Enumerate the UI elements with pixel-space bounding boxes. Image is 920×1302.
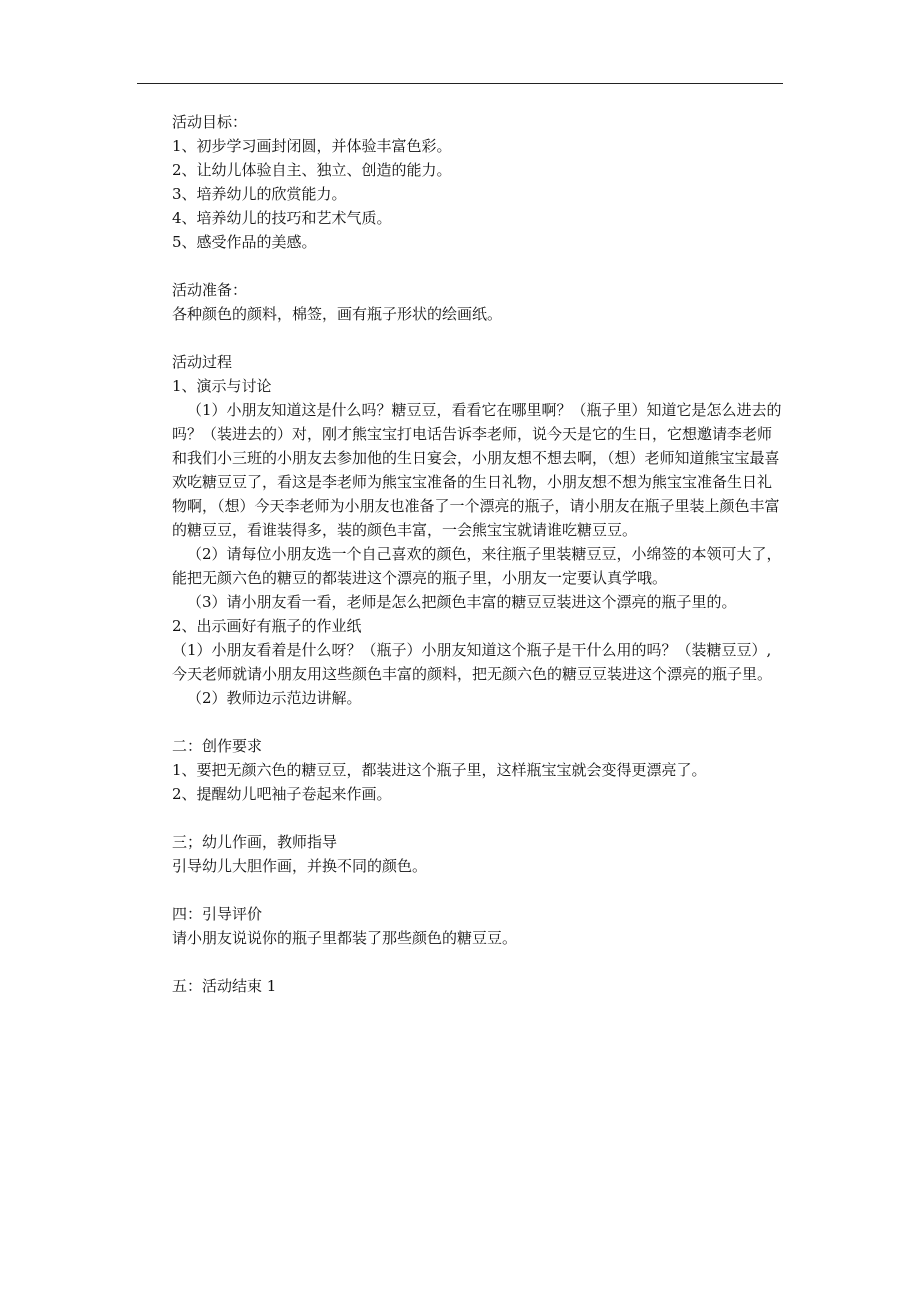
spacer	[172, 878, 784, 902]
spacer	[172, 254, 784, 278]
process-step1-title: 1、演示与讨论	[172, 377, 272, 395]
spacer	[172, 950, 784, 974]
process-step1-paragraph: （1）小朋友知道这是什么吗？糖豆豆，看看它在哪里啊？（瓶子里）知道它是怎么进去的吗？（装进去的）对，刚才熊宝宝打电话告诉李老师，说今天是它的生日，它想邀请李老师和我们小三班的小朋友去参加他的生日宴会，小朋友想不想去啊，（想）老师知道熊宝宝最喜欢吃糖豆豆了，看这是李老师为熊宝宝准备的生日礼物，小朋友想不想为熊宝宝准备生日礼物啊，（想）今天李老师为小朋友也准备了一个漂亮的瓶子，请小朋友在瓶子里装上颜色丰富的糖豆豆，看谁装得多，装的颜色丰富，一会熊宝宝就请谁吃糖豆豆。	[172, 401, 782, 539]
header-rule	[137, 83, 783, 84]
process-heading: 活动过程	[172, 353, 233, 371]
goal-item: 1、初步学习画封闭圆，并体验丰富色彩。	[172, 137, 452, 155]
process-step1-paragraph: （2）请每位小朋友选一个自己喜欢的颜色，来往瓶子里装糖豆豆，小绵签的本领可大了，能把无颜六色的糖豆的都装进这个漂亮的瓶子里，小朋友一定要认真学哦。	[172, 545, 782, 587]
goal-item: 5、感受作品的美感。	[172, 233, 317, 251]
process-step2-title: 2、出示画好有瓶子的作业纸	[172, 617, 362, 635]
spacer	[172, 710, 784, 734]
prep-text: 各种颜色的颜料，棉签，画有瓶子形状的绘画纸。	[172, 305, 503, 323]
ending-heading: 五：活动结束 1	[172, 977, 277, 995]
requirement-item: 2、提醒幼儿吧袖子卷起来作画。	[172, 785, 392, 803]
drawing-heading: 三；幼儿作画，教师指导	[172, 833, 338, 851]
goals-heading: 活动目标：	[172, 113, 248, 131]
requirement-item: 1、要把无颜六色的糖豆豆，都装进这个瓶子里，这样瓶宝宝就会变得更漂亮了。	[172, 761, 707, 779]
process-step2-paragraph: （1）小朋友看着是什么呀？（瓶子）小朋友知道这个瓶子是干什么用的吗？（装糖豆豆）,今天老师就请小朋友用这些颜色丰富的颜料，把无颜六色的糖豆豆装进这个漂亮的瓶子里。	[172, 641, 773, 683]
spacer	[172, 806, 784, 830]
spacer	[172, 326, 784, 350]
prep-heading: 活动准备：	[172, 281, 248, 299]
evaluation-heading: 四：引导评价	[172, 905, 263, 923]
evaluation-text: 请小朋友说说你的瓶子里都装了那些颜色的糖豆豆。	[172, 929, 518, 947]
requirements-heading: 二：创作要求	[172, 737, 263, 755]
goal-item: 2、让幼儿体验自主、独立、创造的能力。	[172, 161, 452, 179]
document-body	[172, 110, 784, 998]
process-step1-paragraph: （3）请小朋友看一看，老师是怎么把颜色丰富的糖豆豆装进这个漂亮的瓶子里的。	[187, 593, 737, 611]
drawing-text: 引导幼儿大胆作画，并换不同的颜色。	[172, 857, 428, 875]
goal-item: 4、培养幼儿的技巧和艺术气质。	[172, 209, 392, 227]
goal-item: 3、培养幼儿的欣赏能力。	[172, 185, 347, 203]
process-step2-paragraph: （2）教师边示范边讲解。	[187, 689, 362, 707]
